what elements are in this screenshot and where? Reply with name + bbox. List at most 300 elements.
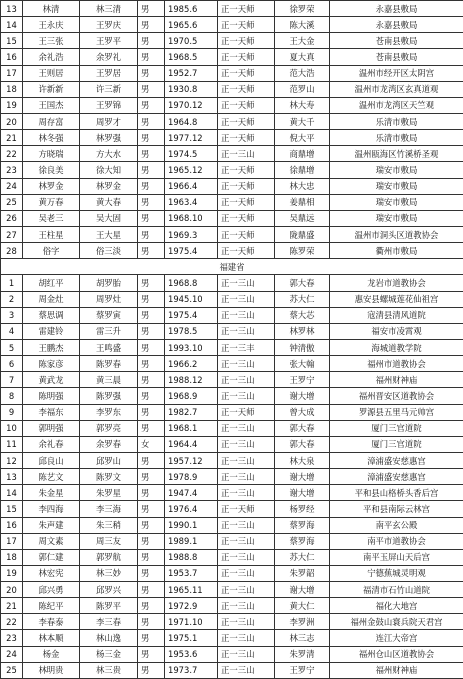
birth-date-cell: 1947.4 — [165, 485, 218, 501]
affiliation-cell: 乐清市敷局 — [330, 130, 463, 146]
row-number-cell: 26 — [1, 210, 23, 226]
lineage-cell: 正一天师 — [218, 113, 275, 129]
common-name-cell: 李春泰 — [23, 614, 80, 630]
birth-date-cell: 1989.1 — [165, 533, 218, 549]
gender-cell: 男 — [138, 323, 165, 339]
table-row — [1, 97, 463, 113]
affiliation-cell: 惠安县螺城莲花仙祖宫 — [330, 291, 463, 307]
gender-cell: 男 — [138, 291, 165, 307]
row-number-cell: 7 — [1, 372, 23, 388]
affiliation-cell: 福州财神庙 — [330, 372, 463, 388]
common-name-cell: 陈明强 — [23, 388, 80, 404]
table-row — [1, 517, 463, 533]
daoist-name-cell: 王大星 — [80, 226, 138, 242]
lineage-cell: 正一三山 — [218, 630, 275, 646]
affiliation-cell: 龙岩市道教协会 — [330, 275, 463, 291]
table-row — [1, 146, 463, 162]
affiliation-cell: 温州市经开区太阴宫 — [330, 65, 463, 81]
table-row — [1, 323, 463, 339]
affiliation-cell: 海城道教学院 — [330, 339, 463, 355]
master-cell: 谢大增 — [275, 388, 330, 404]
common-name-cell: 王则居 — [23, 65, 80, 81]
table-row — [1, 210, 463, 226]
gender-cell: 男 — [138, 226, 165, 242]
lineage-cell: 正一天师 — [218, 210, 275, 226]
affiliation-cell: 福安市凌霄观 — [330, 323, 463, 339]
row-number-cell: 8 — [1, 388, 23, 404]
gender-cell: 男 — [138, 17, 165, 33]
table-row — [1, 291, 463, 307]
common-name-cell: 周存富 — [23, 113, 80, 129]
row-number-cell: 15 — [1, 33, 23, 49]
master-cell: 林大泉 — [275, 452, 330, 468]
row-number-cell: 21 — [1, 598, 23, 614]
lineage-cell: 正一三丰 — [218, 339, 275, 355]
common-name-cell: 李福东 — [23, 404, 80, 420]
affiliation-cell: 瑞安市敷局 — [330, 162, 463, 178]
common-name-cell: 方晓瑞 — [23, 146, 80, 162]
daoist-name-cell: 王鸣盛 — [80, 339, 138, 355]
gender-cell: 男 — [138, 404, 165, 420]
row-number-cell: 10 — [1, 420, 23, 436]
daoist-name-cell: 邱罗兴 — [80, 582, 138, 598]
row-number-cell: 21 — [1, 130, 23, 146]
common-name-cell: 余礼浩 — [23, 49, 80, 65]
common-name-cell: 周文素 — [23, 533, 80, 549]
row-number-cell: 14 — [1, 17, 23, 33]
master-cell: 王大金 — [275, 33, 330, 49]
birth-date-cell: 1968.9 — [165, 388, 218, 404]
common-name-cell: 俗字 — [23, 243, 80, 259]
row-number-cell: 24 — [1, 646, 23, 662]
master-cell: 李罗洲 — [275, 614, 330, 630]
table-row — [1, 565, 463, 581]
master-cell: 林大寿 — [275, 97, 330, 113]
master-cell: 姜鼎相 — [275, 194, 330, 210]
table-row — [1, 356, 463, 372]
common-name-cell: 许新新 — [23, 81, 80, 97]
row-number-cell: 16 — [1, 517, 23, 533]
master-cell: 倪大平 — [275, 130, 330, 146]
birth-date-cell: 1976.4 — [165, 501, 218, 517]
master-cell: 蔡大芯 — [275, 307, 330, 323]
birth-date-cell: 1969.3 — [165, 226, 218, 242]
daoist-name-cell: 林罗强 — [80, 130, 138, 146]
row-number-cell: 25 — [1, 194, 23, 210]
birth-date-cell: 1953.7 — [165, 565, 218, 581]
affiliation-cell: 平和县山格桥头香后宫 — [330, 485, 463, 501]
lineage-cell: 正一天师 — [218, 33, 275, 49]
row-number-cell: 15 — [1, 501, 23, 517]
lineage-cell: 正一三山 — [218, 323, 275, 339]
lineage-cell: 正一三山 — [218, 356, 275, 372]
table-row — [1, 243, 463, 259]
daoist-name-cell: 雷三升 — [80, 323, 138, 339]
daoist-name-cell: 郭罗航 — [80, 549, 138, 565]
gender-cell: 男 — [138, 420, 165, 436]
table-row — [1, 582, 463, 598]
row-number-cell: 4 — [1, 323, 23, 339]
affiliation-cell: 福州财神庙 — [330, 662, 463, 678]
common-name-cell: 林清 — [23, 1, 80, 17]
table-row — [1, 17, 463, 33]
birth-date-cell: 1985.6 — [165, 1, 218, 17]
master-cell: 郭大春 — [275, 420, 330, 436]
master-cell: 王罗宁 — [275, 662, 330, 678]
gender-cell: 男 — [138, 162, 165, 178]
lineage-cell: 正一天师 — [218, 1, 275, 17]
daoist-name-cell: 方大水 — [80, 146, 138, 162]
row-number-cell: 28 — [1, 243, 23, 259]
lineage-cell: 正一三山 — [218, 275, 275, 291]
affiliation-cell: 温州瓯海区竹溪桥圣观 — [330, 146, 463, 162]
affiliation-cell: 乐清市敷局 — [330, 113, 463, 129]
daoist-name-cell: 李三海 — [80, 501, 138, 517]
gender-cell: 男 — [138, 646, 165, 662]
common-name-cell: 胡红平 — [23, 275, 80, 291]
daoist-name-cell: 郭罗亮 — [80, 420, 138, 436]
affiliation-cell: 永嘉县敷局 — [330, 1, 463, 17]
lineage-cell: 正一三山 — [218, 614, 275, 630]
table-row — [1, 630, 463, 646]
master-cell: 商鼎增 — [275, 146, 330, 162]
daoist-name-cell: 李罗东 — [80, 404, 138, 420]
row-number-cell: 20 — [1, 582, 23, 598]
common-name-cell: 王三张 — [23, 33, 80, 49]
gender-cell: 男 — [138, 210, 165, 226]
table-row — [1, 420, 463, 436]
common-name-cell: 周金灶 — [23, 291, 80, 307]
affiliation-cell: 温州市洞头区道教协会 — [330, 226, 463, 242]
gender-cell: 男 — [138, 33, 165, 49]
table-row — [1, 646, 463, 662]
daoist-name-cell: 杨三金 — [80, 646, 138, 662]
birth-date-cell: 1968.10 — [165, 210, 218, 226]
lineage-cell: 正一天师 — [218, 178, 275, 194]
row-number-cell: 17 — [1, 65, 23, 81]
birth-date-cell: 1965.6 — [165, 17, 218, 33]
row-number-cell: 18 — [1, 549, 23, 565]
common-name-cell: 黄武龙 — [23, 372, 80, 388]
table-row — [1, 372, 463, 388]
province-section-row — [1, 259, 463, 275]
gender-cell: 男 — [138, 97, 165, 113]
gender-cell: 男 — [138, 517, 165, 533]
lineage-cell: 正一天师 — [218, 162, 275, 178]
birth-date-cell: 1975.1 — [165, 630, 218, 646]
birth-date-cell: 1973.7 — [165, 662, 218, 678]
daoist-name-cell: 陈罗平 — [80, 598, 138, 614]
birth-date-cell: 1975.4 — [165, 307, 218, 323]
lineage-cell: 正一天师 — [218, 81, 275, 97]
lineage-cell: 正一三山 — [218, 485, 275, 501]
table-row — [1, 1, 463, 17]
daoist-name-cell: 林山逸 — [80, 630, 138, 646]
gender-cell: 男 — [138, 307, 165, 323]
daoist-name-cell: 胡罗胎 — [80, 275, 138, 291]
master-cell: 蔡罗海 — [275, 517, 330, 533]
master-cell: 陇鼎盛 — [275, 226, 330, 242]
affiliation-cell: 寇清县清风道院 — [330, 307, 463, 323]
daoist-name-cell: 周罗才 — [80, 113, 138, 129]
gender-cell: 男 — [138, 178, 165, 194]
master-cell: 陈大溪 — [275, 17, 330, 33]
gender-cell: 男 — [138, 1, 165, 17]
gender-cell: 男 — [138, 356, 165, 372]
gender-cell: 男 — [138, 194, 165, 210]
master-cell: 林三志 — [275, 630, 330, 646]
daoist-name-cell: 朱罗星 — [80, 485, 138, 501]
master-cell: 黄大千 — [275, 113, 330, 129]
row-number-cell: 25 — [1, 662, 23, 678]
birth-date-cell: 1988.8 — [165, 549, 218, 565]
daoist-name-cell: 黄大春 — [80, 194, 138, 210]
birth-date-cell: 1952.7 — [165, 65, 218, 81]
gender-cell: 男 — [138, 65, 165, 81]
lineage-cell: 正一三山 — [218, 452, 275, 468]
gender-cell: 男 — [138, 549, 165, 565]
row-number-cell: 3 — [1, 307, 23, 323]
affiliation-cell: 厦门三官道院 — [330, 420, 463, 436]
lineage-cell: 正一三山 — [218, 565, 275, 581]
birth-date-cell: 1968.1 — [165, 420, 218, 436]
affiliation-cell: 罗源县五里马元帅宫 — [330, 404, 463, 420]
affiliation-cell: 永嘉县敷局 — [330, 17, 463, 33]
lineage-cell: 正一三山 — [218, 662, 275, 678]
master-cell: 钟清傲 — [275, 339, 330, 355]
birth-date-cell: 1972.9 — [165, 598, 218, 614]
affiliation-cell: 福州仓山区道教协会 — [330, 646, 463, 662]
common-name-cell: 林罗金 — [23, 178, 80, 194]
affiliation-cell: 漳浦盛安慈惠宫 — [330, 469, 463, 485]
common-name-cell: 郭明强 — [23, 420, 80, 436]
lineage-cell: 正一三山 — [218, 598, 275, 614]
master-cell: 夏大真 — [275, 49, 330, 65]
row-number-cell: 22 — [1, 614, 23, 630]
affiliation-cell: 苍南县敷局 — [330, 49, 463, 65]
lineage-cell: 正一天师 — [218, 404, 275, 420]
row-number-cell: 12 — [1, 452, 23, 468]
common-name-cell: 林本顺 — [23, 630, 80, 646]
row-number-cell: 1 — [1, 275, 23, 291]
daoist-name-cell: 俗三淡 — [80, 243, 138, 259]
birth-date-cell: 1968.5 — [165, 49, 218, 65]
common-name-cell: 林冬强 — [23, 130, 80, 146]
master-cell: 郭大春 — [275, 275, 330, 291]
lineage-cell: 正一三山 — [218, 388, 275, 404]
master-cell: 朱罗韶 — [275, 565, 330, 581]
common-name-cell: 王柱星 — [23, 226, 80, 242]
master-cell: 吴鼎远 — [275, 210, 330, 226]
lineage-cell: 正一三山 — [218, 420, 275, 436]
lineage-cell: 正一天师 — [218, 194, 275, 210]
lineage-cell: 正一天师 — [218, 501, 275, 517]
birth-date-cell: 1977.12 — [165, 130, 218, 146]
affiliation-cell: 厦门三官道院 — [330, 436, 463, 452]
affiliation-cell: 福州金鼓山寰兵院天君宫 — [330, 614, 463, 630]
gender-cell: 男 — [138, 146, 165, 162]
master-cell: 苏大仁 — [275, 549, 330, 565]
birth-date-cell: 1965.11 — [165, 582, 218, 598]
row-number-cell: 19 — [1, 565, 23, 581]
affiliation-cell: 福清市石竹山道院 — [330, 582, 463, 598]
lineage-cell: 正一三山 — [218, 469, 275, 485]
lineage-cell: 正一天师 — [218, 243, 275, 259]
gender-cell: 男 — [138, 662, 165, 678]
gender-cell: 男 — [138, 485, 165, 501]
birth-date-cell: 1966.2 — [165, 356, 218, 372]
lineage-cell: 正一三山 — [218, 517, 275, 533]
table-row — [1, 113, 463, 129]
lineage-cell: 正一天师 — [218, 226, 275, 242]
affiliation-cell: 福州晋安区道教协会 — [330, 388, 463, 404]
daoist-name-cell: 林三清 — [80, 1, 138, 17]
birth-date-cell: 1970.5 — [165, 33, 218, 49]
table-row — [1, 162, 463, 178]
affiliation-cell: 南平玄公殿 — [330, 517, 463, 533]
birth-date-cell: 1968.8 — [165, 275, 218, 291]
table-row — [1, 226, 463, 242]
common-name-cell: 陈艺文 — [23, 469, 80, 485]
daoist-name-cell: 周三友 — [80, 533, 138, 549]
table-row — [1, 469, 463, 485]
common-name-cell: 陈纪平 — [23, 598, 80, 614]
gender-cell: 男 — [138, 243, 165, 259]
daoist-name-cell: 林罗金 — [80, 178, 138, 194]
master-cell: 王罗宁 — [275, 372, 330, 388]
common-name-cell: 余礼春 — [23, 436, 80, 452]
master-cell: 郭大春 — [275, 436, 330, 452]
master-cell: 曾大成 — [275, 404, 330, 420]
row-number-cell: 6 — [1, 356, 23, 372]
lineage-cell: 正一天师 — [218, 65, 275, 81]
table-row — [1, 33, 463, 49]
daoist-name-cell: 徐大知 — [80, 162, 138, 178]
common-name-cell: 徐良美 — [23, 162, 80, 178]
master-cell: 谢大增 — [275, 469, 330, 485]
common-name-cell: 杨金 — [23, 646, 80, 662]
row-number-cell: 9 — [1, 404, 23, 420]
master-cell: 徐罗荣 — [275, 1, 330, 17]
table-row — [1, 501, 463, 517]
table-row — [1, 404, 463, 420]
common-name-cell: 王国杰 — [23, 97, 80, 113]
affiliation-cell: 衢州市敷局 — [330, 243, 463, 259]
gender-cell: 女 — [138, 436, 165, 452]
birth-date-cell: 1930.8 — [165, 81, 218, 97]
master-cell: 张大翰 — [275, 356, 330, 372]
lineage-cell: 正一三山 — [218, 436, 275, 452]
common-name-cell: 朱声建 — [23, 517, 80, 533]
common-name-cell: 邱兴勇 — [23, 582, 80, 598]
lineage-cell: 正一天师 — [218, 97, 275, 113]
master-cell: 林大忠 — [275, 178, 330, 194]
master-cell: 徐鼎增 — [275, 162, 330, 178]
row-number-cell: 11 — [1, 436, 23, 452]
gender-cell: 男 — [138, 452, 165, 468]
daoist-name-cell: 陈罗文 — [80, 469, 138, 485]
master-cell: 黄大仁 — [275, 598, 330, 614]
birth-date-cell: 1965.12 — [165, 162, 218, 178]
lineage-cell: 正一三山 — [218, 533, 275, 549]
gender-cell: 男 — [138, 582, 165, 598]
daoist-name-cell: 陈罗强 — [80, 388, 138, 404]
table-row — [1, 388, 463, 404]
affiliation-cell: 瑞安市敷局 — [330, 194, 463, 210]
daoist-name-cell: 许三新 — [80, 81, 138, 97]
gender-cell: 男 — [138, 614, 165, 630]
common-name-cell: 雷建铃 — [23, 323, 80, 339]
row-number-cell: 27 — [1, 226, 23, 242]
common-name-cell: 林明贵 — [23, 662, 80, 678]
lineage-cell: 正一天师 — [218, 49, 275, 65]
birth-date-cell: 1974.5 — [165, 146, 218, 162]
lineage-cell: 正一三山 — [218, 146, 275, 162]
master-cell: 范罗山 — [275, 81, 330, 97]
lineage-cell: 正一天师 — [218, 17, 275, 33]
affiliation-cell: 平和县南际云林宫 — [330, 501, 463, 517]
birth-date-cell: 1963.4 — [165, 194, 218, 210]
gender-cell: 男 — [138, 630, 165, 646]
daoist-name-cell: 黄三晨 — [80, 372, 138, 388]
table-row — [1, 662, 463, 678]
birth-date-cell: 1978.5 — [165, 323, 218, 339]
daoist-name-cell: 吴大固 — [80, 210, 138, 226]
birth-date-cell: 1970.12 — [165, 97, 218, 113]
row-number-cell: 20 — [1, 113, 23, 129]
master-cell: 杨罗经 — [275, 501, 330, 517]
table-row — [1, 452, 463, 468]
affiliation-cell: 宁德蕉城灵明观 — [330, 565, 463, 581]
master-cell: 蔡罗海 — [275, 533, 330, 549]
common-name-cell: 郭仁建 — [23, 549, 80, 565]
birth-date-cell: 1978.9 — [165, 469, 218, 485]
province-section-label: 福建省 — [1, 259, 463, 275]
gender-cell: 男 — [138, 388, 165, 404]
table-row — [1, 130, 463, 146]
table-row — [1, 436, 463, 452]
affiliation-cell: 福化大地宫 — [330, 598, 463, 614]
birth-date-cell: 1964.4 — [165, 436, 218, 452]
birth-date-cell: 1982.7 — [165, 404, 218, 420]
daoist-name-cell: 王罗平 — [80, 33, 138, 49]
gender-cell: 男 — [138, 565, 165, 581]
daoist-name-cell: 余罗春 — [80, 436, 138, 452]
row-number-cell: 13 — [1, 1, 23, 17]
daoist-name-cell: 陈罗春 — [80, 356, 138, 372]
table-row — [1, 81, 463, 97]
gender-cell: 男 — [138, 501, 165, 517]
daoist-name-cell: 蔡罗寅 — [80, 307, 138, 323]
daoist-name-cell: 余罗礼 — [80, 49, 138, 65]
lineage-cell: 正一三山 — [218, 372, 275, 388]
gender-cell: 男 — [138, 49, 165, 65]
common-name-cell: 陈家彦 — [23, 356, 80, 372]
gender-cell: 男 — [138, 372, 165, 388]
row-number-cell: 16 — [1, 49, 23, 65]
common-name-cell: 蔡思调 — [23, 307, 80, 323]
affiliation-cell: 苍南县敷局 — [330, 33, 463, 49]
birth-date-cell: 1966.4 — [165, 178, 218, 194]
birth-date-cell: 1975.4 — [165, 243, 218, 259]
lineage-cell: 正一三山 — [218, 646, 275, 662]
birth-date-cell: 1957.12 — [165, 452, 218, 468]
table-row — [1, 598, 463, 614]
birth-date-cell: 1990.1 — [165, 517, 218, 533]
gender-cell: 男 — [138, 81, 165, 97]
common-name-cell: 王永庆 — [23, 17, 80, 33]
common-name-cell: 林宏宪 — [23, 565, 80, 581]
